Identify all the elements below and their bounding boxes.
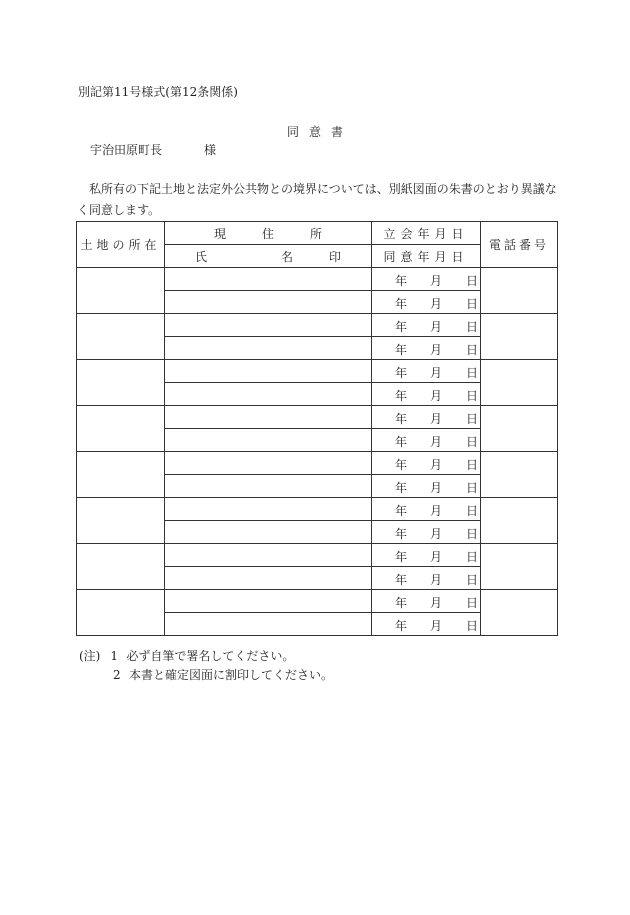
- date-day-label: 日: [466, 435, 479, 449]
- witness-date-cell[interactable]: [372, 498, 481, 521]
- date-year-label: 年: [395, 481, 408, 495]
- date-month-label: 月: [430, 320, 443, 334]
- header-char: 印: [329, 249, 342, 264]
- addressee: [90, 141, 216, 158]
- header-char: 名: [280, 249, 293, 264]
- table-row: [77, 268, 558, 291]
- date-month-label: 月: [430, 343, 443, 357]
- date-year-label: 年: [395, 366, 408, 380]
- land-location-cell[interactable]: [77, 406, 165, 452]
- table-row: [77, 314, 558, 337]
- consent-table: [76, 221, 558, 636]
- title-char: 書: [331, 125, 345, 139]
- date-month-label: 月: [430, 573, 443, 587]
- witness-date-cell[interactable]: [372, 360, 481, 383]
- note-text: 必ず自筆で署名してください。: [126, 649, 295, 663]
- name-seal-cell[interactable]: [165, 291, 372, 314]
- header-phone: 電話番号: [481, 222, 558, 268]
- note-text: 本書と確定図面に割印してください。: [129, 668, 334, 682]
- date-day-label: 日: [466, 389, 479, 403]
- consent-date-cell[interactable]: [372, 521, 481, 544]
- table-row: [77, 452, 558, 475]
- date-year-label: 年: [395, 343, 408, 357]
- consent-date-cell[interactable]: [372, 429, 481, 452]
- header-char: 現: [213, 226, 226, 241]
- witness-date-cell[interactable]: [372, 452, 481, 475]
- date-year-label: 年: [395, 527, 408, 541]
- addressee-name: 宇治田原町長: [90, 143, 163, 157]
- phone-cell[interactable]: [481, 360, 558, 406]
- date-month-label: 月: [430, 274, 443, 288]
- consent-date-cell[interactable]: [372, 383, 481, 406]
- header-char: 氏: [194, 249, 207, 264]
- land-location-cell[interactable]: [77, 452, 165, 498]
- land-location-cell[interactable]: [77, 314, 165, 360]
- date-month-label: 月: [430, 550, 443, 564]
- note-number: 1: [110, 649, 119, 663]
- witness-date-cell[interactable]: [372, 314, 481, 337]
- witness-date-cell[interactable]: [372, 268, 481, 291]
- date-day-label: 日: [466, 573, 479, 587]
- header-address: [165, 222, 372, 245]
- date-year-label: 年: [395, 504, 408, 518]
- date-month-label: 月: [430, 412, 443, 426]
- date-year-label: 年: [395, 619, 408, 633]
- date-year-label: 年: [395, 320, 408, 334]
- date-year-label: 年: [395, 550, 408, 564]
- address-cell[interactable]: [165, 544, 372, 567]
- witness-date-cell[interactable]: [372, 544, 481, 567]
- note-prefix: (注): [79, 649, 101, 663]
- header-char: 住: [261, 226, 274, 241]
- address-cell[interactable]: [165, 406, 372, 429]
- date-month-label: 月: [430, 619, 443, 633]
- consent-date-cell[interactable]: [372, 291, 481, 314]
- date-month-label: 月: [430, 458, 443, 472]
- date-day-label: 日: [466, 619, 479, 633]
- note-number: 2: [113, 668, 121, 682]
- consent-date-cell[interactable]: [372, 475, 481, 498]
- date-day-label: 日: [466, 527, 479, 541]
- date-day-label: 日: [466, 366, 479, 380]
- phone-cell[interactable]: [481, 544, 558, 590]
- header-land-location: 土地の所在: [77, 222, 165, 268]
- header-char: 所: [310, 226, 323, 241]
- phone-cell[interactable]: [481, 406, 558, 452]
- title-char: 意: [309, 125, 323, 139]
- phone-cell[interactable]: [481, 268, 558, 314]
- honorific: 様: [204, 143, 217, 157]
- date-day-label: 日: [466, 297, 479, 311]
- consent-statement: 私所有の下記土地と法定外公共物との境界については、別紙図面の朱書のとおり異議なく同意します。: [77, 182, 557, 217]
- address-cell[interactable]: [165, 590, 372, 613]
- date-year-label: 年: [395, 596, 408, 610]
- date-month-label: 月: [430, 297, 443, 311]
- table-row: [77, 360, 558, 383]
- name-seal-cell[interactable]: [165, 567, 372, 590]
- table-row: [77, 498, 558, 521]
- table-row: [77, 544, 558, 567]
- consent-date-cell[interactable]: [372, 567, 481, 590]
- consent-date-cell[interactable]: [372, 613, 481, 636]
- date-year-label: 年: [395, 412, 408, 426]
- date-year-label: 年: [395, 458, 408, 472]
- note-1: [79, 647, 294, 664]
- address-cell[interactable]: [165, 314, 372, 337]
- name-seal-cell[interactable]: [165, 429, 372, 452]
- consent-date-cell[interactable]: [372, 337, 481, 360]
- date-day-label: 日: [466, 458, 479, 472]
- land-location-cell[interactable]: [77, 268, 165, 314]
- date-day-label: 日: [466, 596, 479, 610]
- date-month-label: 月: [430, 389, 443, 403]
- phone-cell[interactable]: [481, 498, 558, 544]
- land-location-cell[interactable]: [77, 360, 165, 406]
- phone-cell[interactable]: [481, 452, 558, 498]
- phone-cell[interactable]: [481, 590, 558, 636]
- date-day-label: 日: [466, 550, 479, 564]
- title-char: 同: [287, 125, 301, 139]
- date-month-label: 月: [430, 504, 443, 518]
- note-2: [79, 666, 333, 683]
- address-cell[interactable]: [165, 268, 372, 291]
- header-witness-date: 立会年月日: [372, 222, 481, 245]
- date-day-label: 日: [466, 274, 479, 288]
- table-row: [77, 406, 558, 429]
- land-location-cell[interactable]: [77, 590, 165, 636]
- land-location-cell[interactable]: [77, 544, 165, 590]
- address-cell[interactable]: [165, 498, 372, 521]
- date-year-label: 年: [395, 274, 408, 288]
- date-day-label: 日: [466, 412, 479, 426]
- date-month-label: 月: [430, 481, 443, 495]
- date-year-label: 年: [395, 435, 408, 449]
- date-month-label: 月: [430, 366, 443, 380]
- phone-cell[interactable]: [481, 314, 558, 360]
- date-day-label: 日: [466, 320, 479, 334]
- address-cell[interactable]: [165, 452, 372, 475]
- date-day-label: 日: [466, 504, 479, 518]
- document-title: [287, 123, 353, 140]
- date-month-label: 月: [430, 435, 443, 449]
- header-consent-date: 同意年月日: [372, 245, 481, 268]
- witness-date-cell[interactable]: [372, 406, 481, 429]
- name-seal-cell[interactable]: [165, 383, 372, 406]
- address-cell[interactable]: [165, 360, 372, 383]
- date-year-label: 年: [395, 389, 408, 403]
- date-month-label: 月: [430, 596, 443, 610]
- witness-date-cell[interactable]: [372, 590, 481, 613]
- date-year-label: 年: [395, 573, 408, 587]
- date-day-label: 日: [466, 481, 479, 495]
- name-seal-cell[interactable]: [165, 613, 372, 636]
- name-seal-cell[interactable]: [165, 521, 372, 544]
- date-month-label: 月: [430, 527, 443, 541]
- form-reference: 別記第11号様式(第12条関係): [78, 85, 238, 99]
- date-year-label: 年: [395, 297, 408, 311]
- land-location-cell[interactable]: [77, 498, 165, 544]
- table-row: [77, 590, 558, 613]
- header-name-seal: [165, 245, 372, 268]
- name-seal-cell[interactable]: [165, 475, 372, 498]
- name-seal-cell[interactable]: [165, 337, 372, 360]
- date-day-label: 日: [466, 343, 479, 357]
